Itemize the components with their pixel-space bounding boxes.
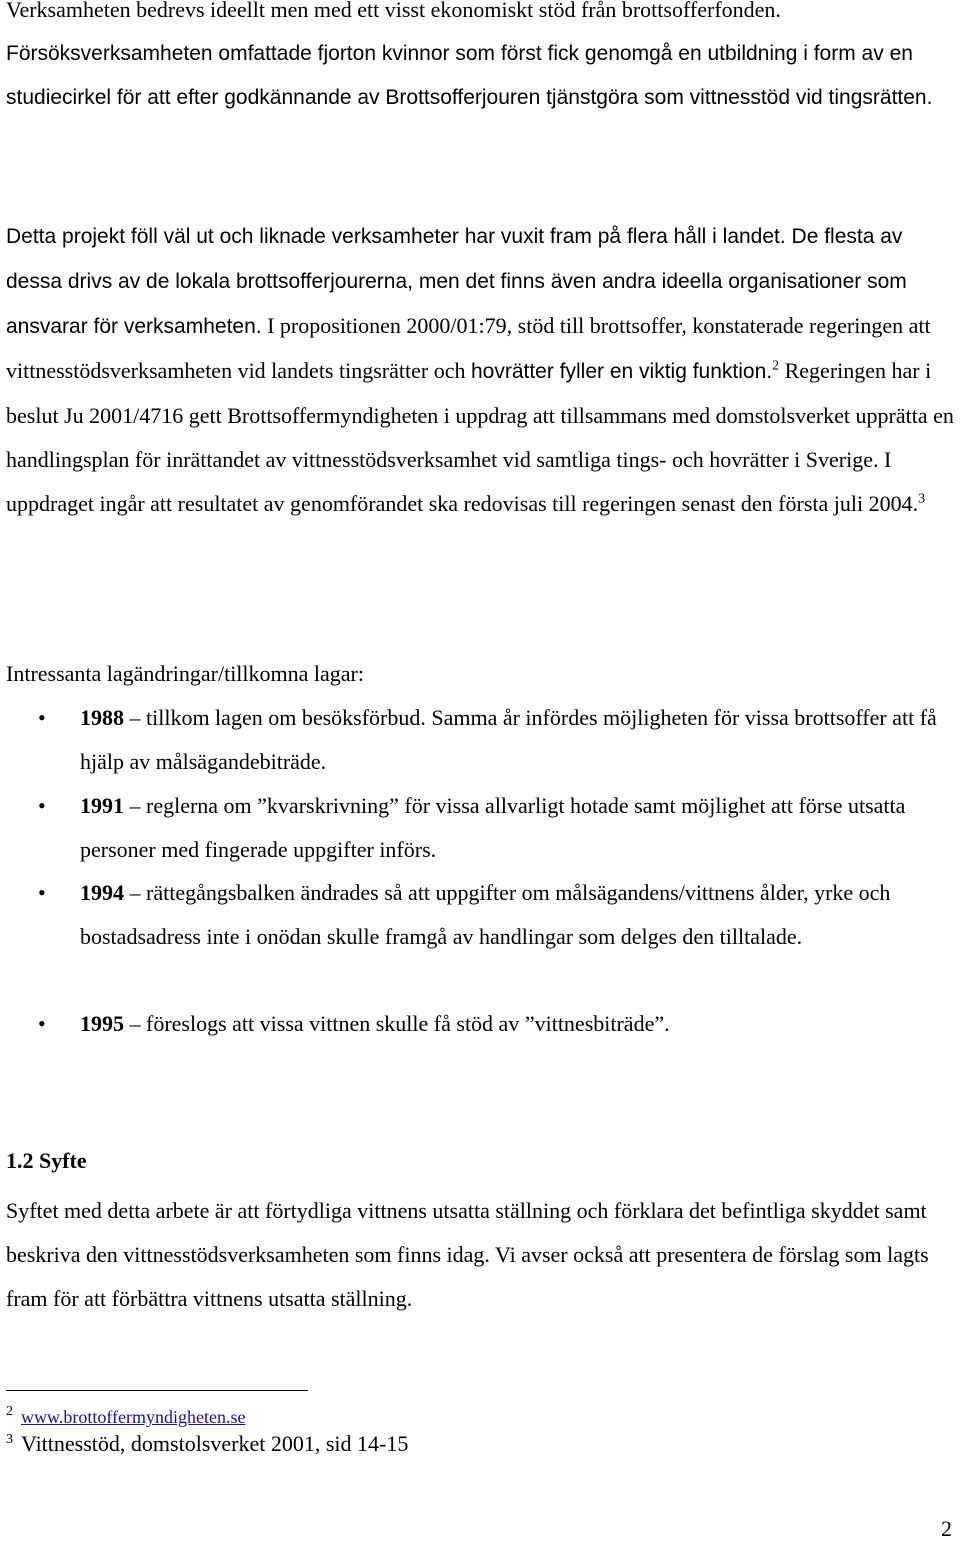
footnote-2 <box>6 1402 946 1431</box>
list-item-year: 1991 <box>80 793 124 818</box>
list-item-text: – tillkom lagen om besöksförbud. Samma år infördes möjligheten för vissa brottsoffer att få hjälp av målsägandebiträde. <box>80 705 937 774</box>
intro-line-text: Verksamheten bedrevs ideellt men med ett visst ekonomiskt stöd från brottsofferfonden. <box>6 0 781 22</box>
list-item-text: – rättegångsbalken ändrades så att uppgifter om målsägandens/vittnens ålder, yrke och bostadsadress inte i onödan skulle framgå av handlingar som delges den tilltalade. <box>80 880 891 949</box>
footnote-ref-2: 2 <box>772 358 780 374</box>
hovratter-text: hovrätter fyller en viktig funktion. <box>470 360 773 383</box>
intro-paragraph-text: Försöksverksamheten omfattade fjorton kvinnor som först fick genomgå en utbildning i form av en studiecirkel för att efter godkännande av Brottsofferjouren tjänstgöra som vittnesstöd vid tingsrätten. <box>6 42 933 109</box>
bullet-icon: • <box>38 705 46 730</box>
projekt-paragraph <box>6 214 956 526</box>
bullet-icon: • <box>38 793 46 818</box>
laws-heading <box>6 652 956 696</box>
section-paragraph <box>6 1189 956 1321</box>
footnote-number: 2 <box>6 1403 13 1419</box>
list-item-year: 1995 <box>80 1011 124 1036</box>
list-item <box>80 871 956 959</box>
projekt-sans-text: Detta projekt föll väl ut och liknade verksamheter har vuxit fram på flera håll i landet. De flesta av dessa drivs av de lokala brottsofferjourerna, men det finns även andra ideella organisationer som ansvarar för verksamheten. <box>6 225 907 338</box>
intro-paragraph <box>6 32 956 120</box>
intro-line <box>6 0 956 32</box>
section-title-text: 1.2 Syfte <box>6 1148 87 1173</box>
list-item-text: – föreslogs att vissa vittnen skulle få stöd av ”vittnesbiträde”. <box>124 1011 670 1036</box>
section-paragraph-text: Syftet med detta arbete är att förtydliga vittnens utsatta ställning och förklara det befintliga skyddet samt beskriva den vittnesstödsverksamheten som finns idag. Vi avser också att presentera de förslag som lagts fram för att förbättra vittnens utsatta ställning. <box>6 1198 929 1311</box>
laws-heading-text: Intressanta lagändringar/tillkomna lagar: <box>6 661 364 686</box>
page-number: 2 <box>941 1516 952 1541</box>
bullet-icon: • <box>38 880 46 905</box>
proposition-text: I propositionen 2000/01:79, stöd till brottsoffer, konstaterade regeringen att vittnesstödsverksamheten vid landets tingsrätter och <box>6 313 931 383</box>
list-item <box>80 696 956 784</box>
footnote-text: Vittnesstöd, domstolsverket 2001, sid 14-15 <box>21 1431 409 1456</box>
list-item <box>80 784 956 872</box>
footnote-number: 3 <box>6 1431 13 1447</box>
bullet-icon: • <box>38 1011 46 1036</box>
list-item-year: 1988 <box>80 705 124 730</box>
footnote-divider <box>6 1390 308 1391</box>
footnote-3 <box>6 1430 946 1458</box>
list-item <box>80 1002 956 1046</box>
footnote-ref-3: 3 <box>918 491 926 507</box>
regeringen-text: Regeringen har i beslut Ju 2001/4716 gett Brottsoffermyndigheten i uppdrag att tillsammans med domstolsverket upprätta en handlingsplan för inrättandet av vittnesstödsverksamhet vid samtliga tings- och hovrätter i Sverige. I uppdraget ingår att resultatet av genomförandet ska redovisas till regeringen senast den första juli 2004. <box>6 358 954 516</box>
list-item-text: – reglerna om ”kvarskrivning” för vissa allvarligt hotade samt möjlighet att förse utsatta personer med fingerade uppgifter införs. <box>80 793 906 862</box>
footnote-link[interactable]: www.brottoffermyndigheten.se <box>21 1407 246 1427</box>
section-title <box>6 1139 956 1183</box>
list-item-year: 1994 <box>80 880 124 905</box>
